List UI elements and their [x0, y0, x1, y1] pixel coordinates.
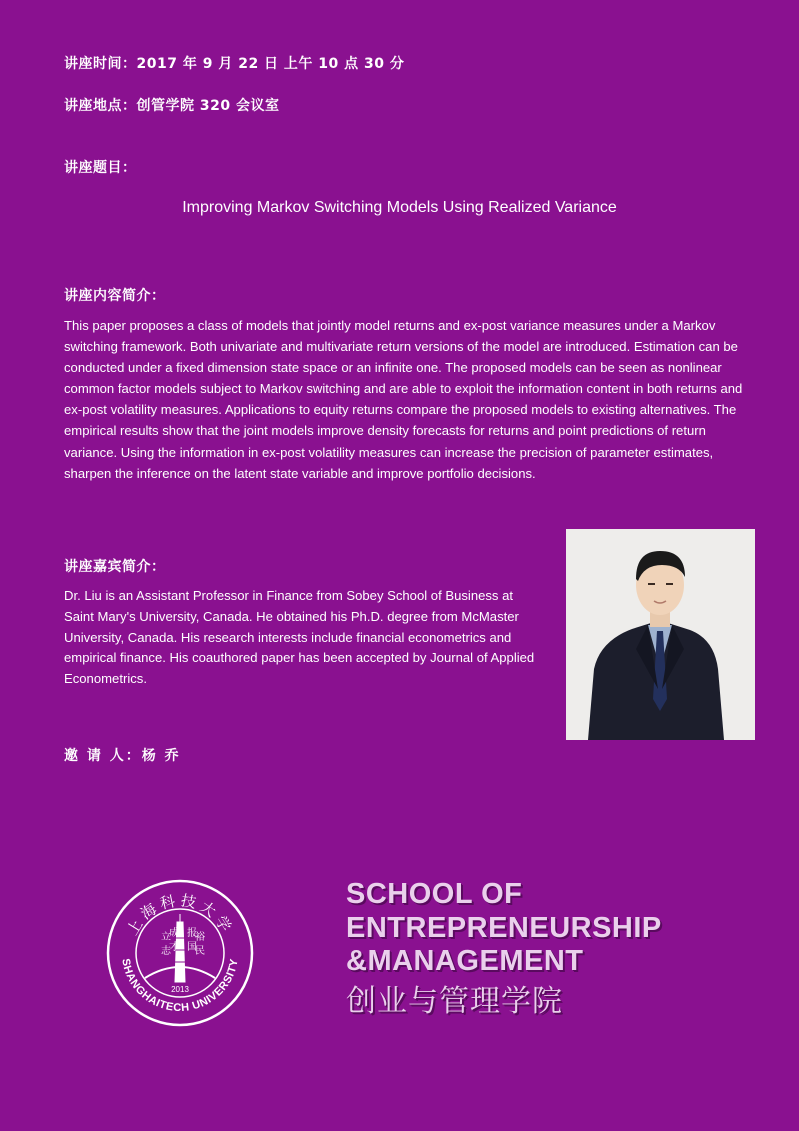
school-name-en-line1: SCHOOL OF	[346, 878, 523, 910]
talk-title: Improving Markov Switching Models Using Realized Variance	[182, 199, 617, 216]
seal-motto-left-2: 志	[161, 946, 171, 957]
lecture-venue: 讲座地点：创管学院 320 会议室	[64, 98, 280, 114]
university-seal-icon	[105, 878, 255, 1028]
speaker-photo	[566, 529, 755, 740]
abstract-text: This paper proposes a class of models that jointly model returns and ex-post variance measures under a Markov switching framework. Both univariate and multivariate return versions of the model are introduced. Estimation can be conducted under a fixed dimension state space or an infinite one. The proposed models can be seen as nonlinear common factor models subject to Markov switching and are able to exploit the information content in both returns and ex-post volatility measures. Applications to equity returns compare the proposed models to existing alternatives. The empirical results show that the joint models improve density forecasts for returns and point predictions of return variance. Using the information in ex-post volatility measures can increase the precision of parameter estimates, sharpen the inference on the latent state variable and improve portfolio decisions.	[64, 318, 743, 481]
seal-motto-right-3: 裕	[195, 932, 205, 943]
speaker-portrait-icon	[566, 529, 755, 740]
school-name-cn: 创业与管理学院	[346, 984, 563, 1019]
bio-heading: 讲座嘉宾简介：	[64, 559, 166, 575]
seal-motto-left-3: 成	[169, 928, 179, 939]
seal-motto-right-1: 报	[187, 928, 197, 939]
seal-motto-right-4: 民	[195, 946, 205, 957]
host-line: 邀 请 人：杨 乔	[64, 748, 181, 764]
school-name-en-line3: &MANAGEMENT	[346, 945, 584, 977]
bio-text: Dr. Liu is an Assistant Professor in Finance from Sobey School of Business at Saint Mary's University, Canada. He obtained his Ph.D. degree from McMaster University, Canada. His research interests include financial econometrics and empirical finance. His coauthored paper has been accepted by Journal of Applied Econometrics.	[64, 588, 535, 687]
seal-motto-right-2: 国	[187, 942, 197, 953]
seal-motto-left-1: 立	[161, 932, 171, 943]
abstract-heading: 讲座内容简介：	[64, 288, 166, 304]
seal-motto-left-4: 才	[169, 942, 179, 953]
school-name-en-line2: ENTREPRENEURSHIP	[346, 912, 662, 944]
seal-top-text: 上海科技大学	[123, 891, 237, 939]
seal-bottom-text: SHANGHAITECH UNIVERSITY	[119, 957, 241, 1015]
topic-heading: 讲座题目：	[64, 160, 137, 176]
seal-year: 2013	[171, 985, 189, 994]
lecture-time: 讲座时间：2017 年 9 月 22 日 上午 10 点 30 分	[64, 56, 405, 72]
